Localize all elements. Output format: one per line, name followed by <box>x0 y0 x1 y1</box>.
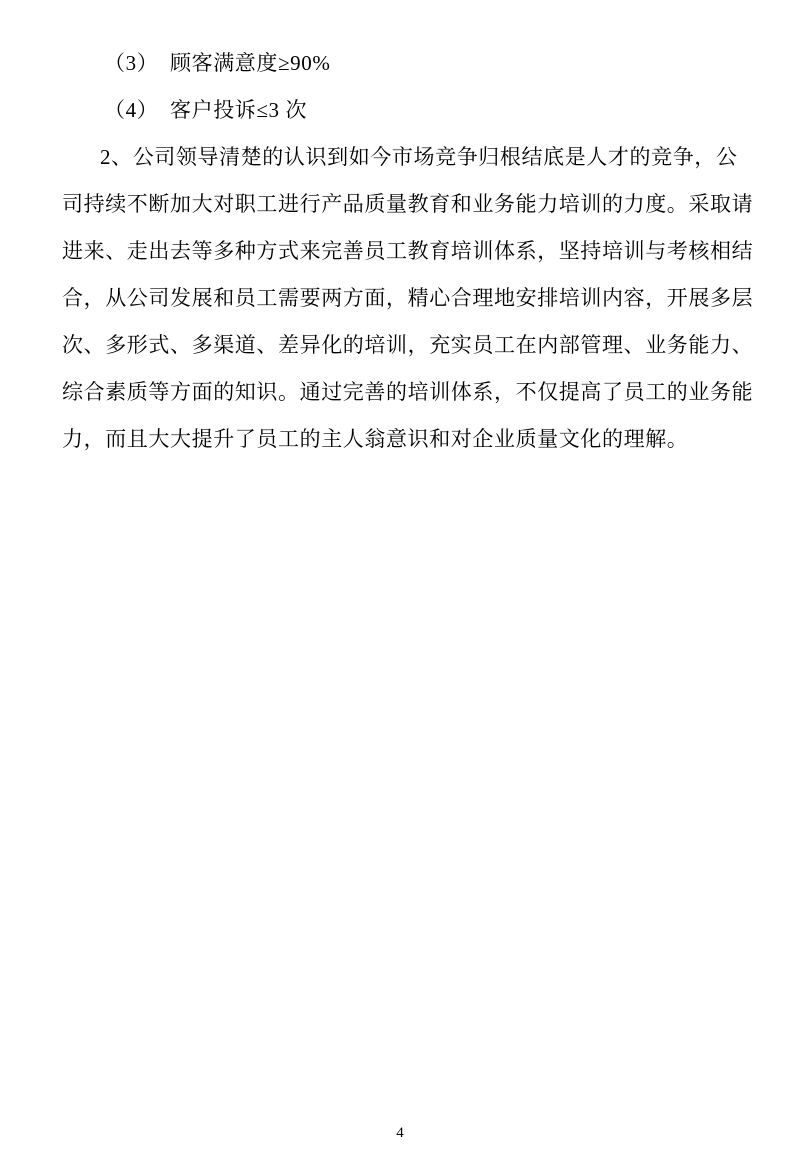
page-number: 4 <box>396 1125 404 1141</box>
paragraph-line: 合，从公司发展和员工需要两方面，精心合理地安排培训内容，开展多层 <box>62 286 754 310</box>
paragraph-line: 力，而且大大提升了员工的主人翁意识和对企业质量文化的理解。 <box>62 427 689 451</box>
paragraph-line: 次、多形式、多渠道、差异化的培训，充实员工在内部管理、业务能力、 <box>62 333 754 357</box>
paragraph-line: 2、公司领导清楚的认识到如今市场竞争归根结底是人才的竞争，公 <box>100 145 738 169</box>
list-item: （4） 客户投诉≤3 次 <box>104 98 308 122</box>
paragraph-line: 司持续不断加大对职工进行产品质量教育和业务能力培训的力度。采取请 <box>62 192 754 216</box>
list-item: （3） 顾客满意度≥90% <box>104 51 331 75</box>
paragraph-line: 综合素质等方面的知识。通过完善的培训体系，不仅提高了员工的业务能 <box>62 380 754 404</box>
document-body <box>62 40 754 463</box>
paragraph-line: 进来、走出去等多种方式来完善员工教育培训体系，坚持培训与考核相结 <box>62 239 754 263</box>
